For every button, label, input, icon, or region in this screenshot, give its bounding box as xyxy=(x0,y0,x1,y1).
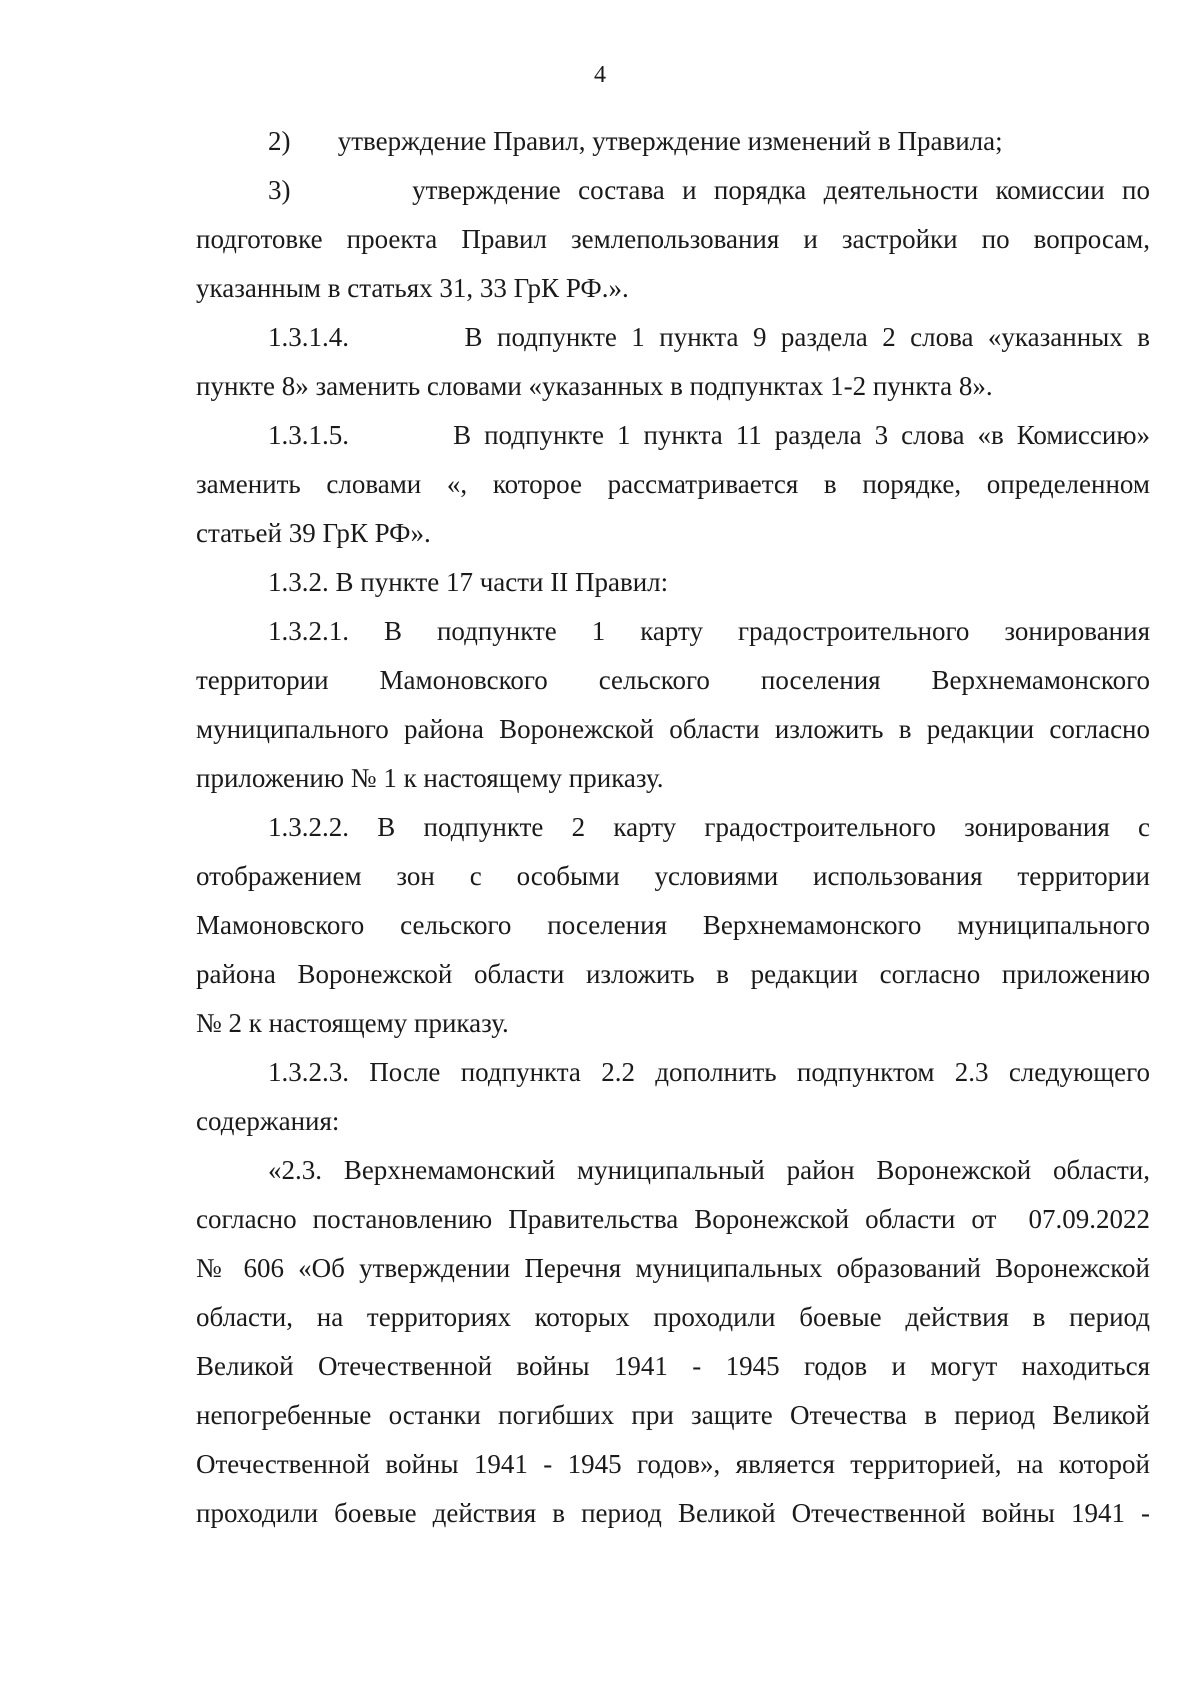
text-line: 2) утверждение Правил, утверждение изменений в Правила; xyxy=(268,126,1003,156)
text-line: территории Мамоновского сельского поселения Верхнемамонского xyxy=(196,665,1150,695)
text-line: проходили боевые действия в период Великой Отечественной войны 1941 - xyxy=(196,1498,1150,1528)
text-line: содержания: xyxy=(196,1106,340,1136)
document-body xyxy=(196,117,1150,1538)
text-line: заменить словами «, которое рассматривается в порядке, определенном xyxy=(196,469,1150,499)
text-line: области, на территориях которых проходили боевые действия в период xyxy=(196,1302,1150,1332)
text-line: 1.3.1.5. В подпункте 1 пункта 11 раздела 3 слова «в Комиссию» xyxy=(268,420,1150,450)
text-line: 1.3.2.3. После подпункта 2.2 дополнить подпунктом 2.3 следующего xyxy=(268,1057,1150,1087)
text-line: Великой Отечественной войны 1941 - 1945 годов и могут находиться xyxy=(196,1351,1150,1381)
text-line: отображением зон с особыми условиями использования территории xyxy=(196,861,1150,891)
text-line: 1.3.2. В пункте 17 части II Правил: xyxy=(268,567,669,597)
text-line: района Воронежской области изложить в редакции согласно приложению xyxy=(196,959,1150,989)
text-line: Отечественной войны 1941 - 1945 годов», является территорией, на которой xyxy=(196,1449,1150,1479)
text-line: непогребенные останки погибших при защите Отечества в период Великой xyxy=(196,1400,1150,1430)
page-number: 4 xyxy=(594,62,606,88)
text-line: «2.3. Верхнемамонский муниципальный район Воронежской области, xyxy=(268,1155,1150,1185)
text-line: 3) утверждение состава и порядка деятельности комиссии по xyxy=(268,175,1150,205)
text-line: указанным в статьях 31, 33 ГрК РФ.». xyxy=(196,273,629,303)
text-line: Мамоновского сельского поселения Верхнемамонского муниципального xyxy=(196,910,1150,940)
text-line: согласно постановлению Правительства Воронежской области от 07.09.2022 xyxy=(196,1204,1150,1234)
text-line: пункте 8» заменить словами «указанных в подпунктах 1-2 пункта 8». xyxy=(196,371,993,401)
text-line: муниципального района Воронежской области изложить в редакции согласно xyxy=(196,714,1150,744)
text-line: 1.3.2.2. В подпункте 2 карту градостроительного зонирования с xyxy=(268,812,1150,842)
text-line: статьей 39 ГрК РФ». xyxy=(196,518,431,548)
text-line: № 2 к настоящему приказу. xyxy=(196,1008,509,1038)
text-line: приложению № 1 к настоящему приказу. xyxy=(196,763,664,793)
text-line: 1.3.1.4. В подпункте 1 пункта 9 раздела 2 слова «указанных в xyxy=(268,322,1150,352)
text-line: подготовке проекта Правил землепользования и застройки по вопросам, xyxy=(196,224,1150,254)
text-line: 1.3.2.1. В подпункте 1 карту градостроительного зонирования xyxy=(268,616,1150,646)
text-line: № 606 «Об утверждении Перечня муниципальных образований Воронежской xyxy=(196,1253,1150,1283)
